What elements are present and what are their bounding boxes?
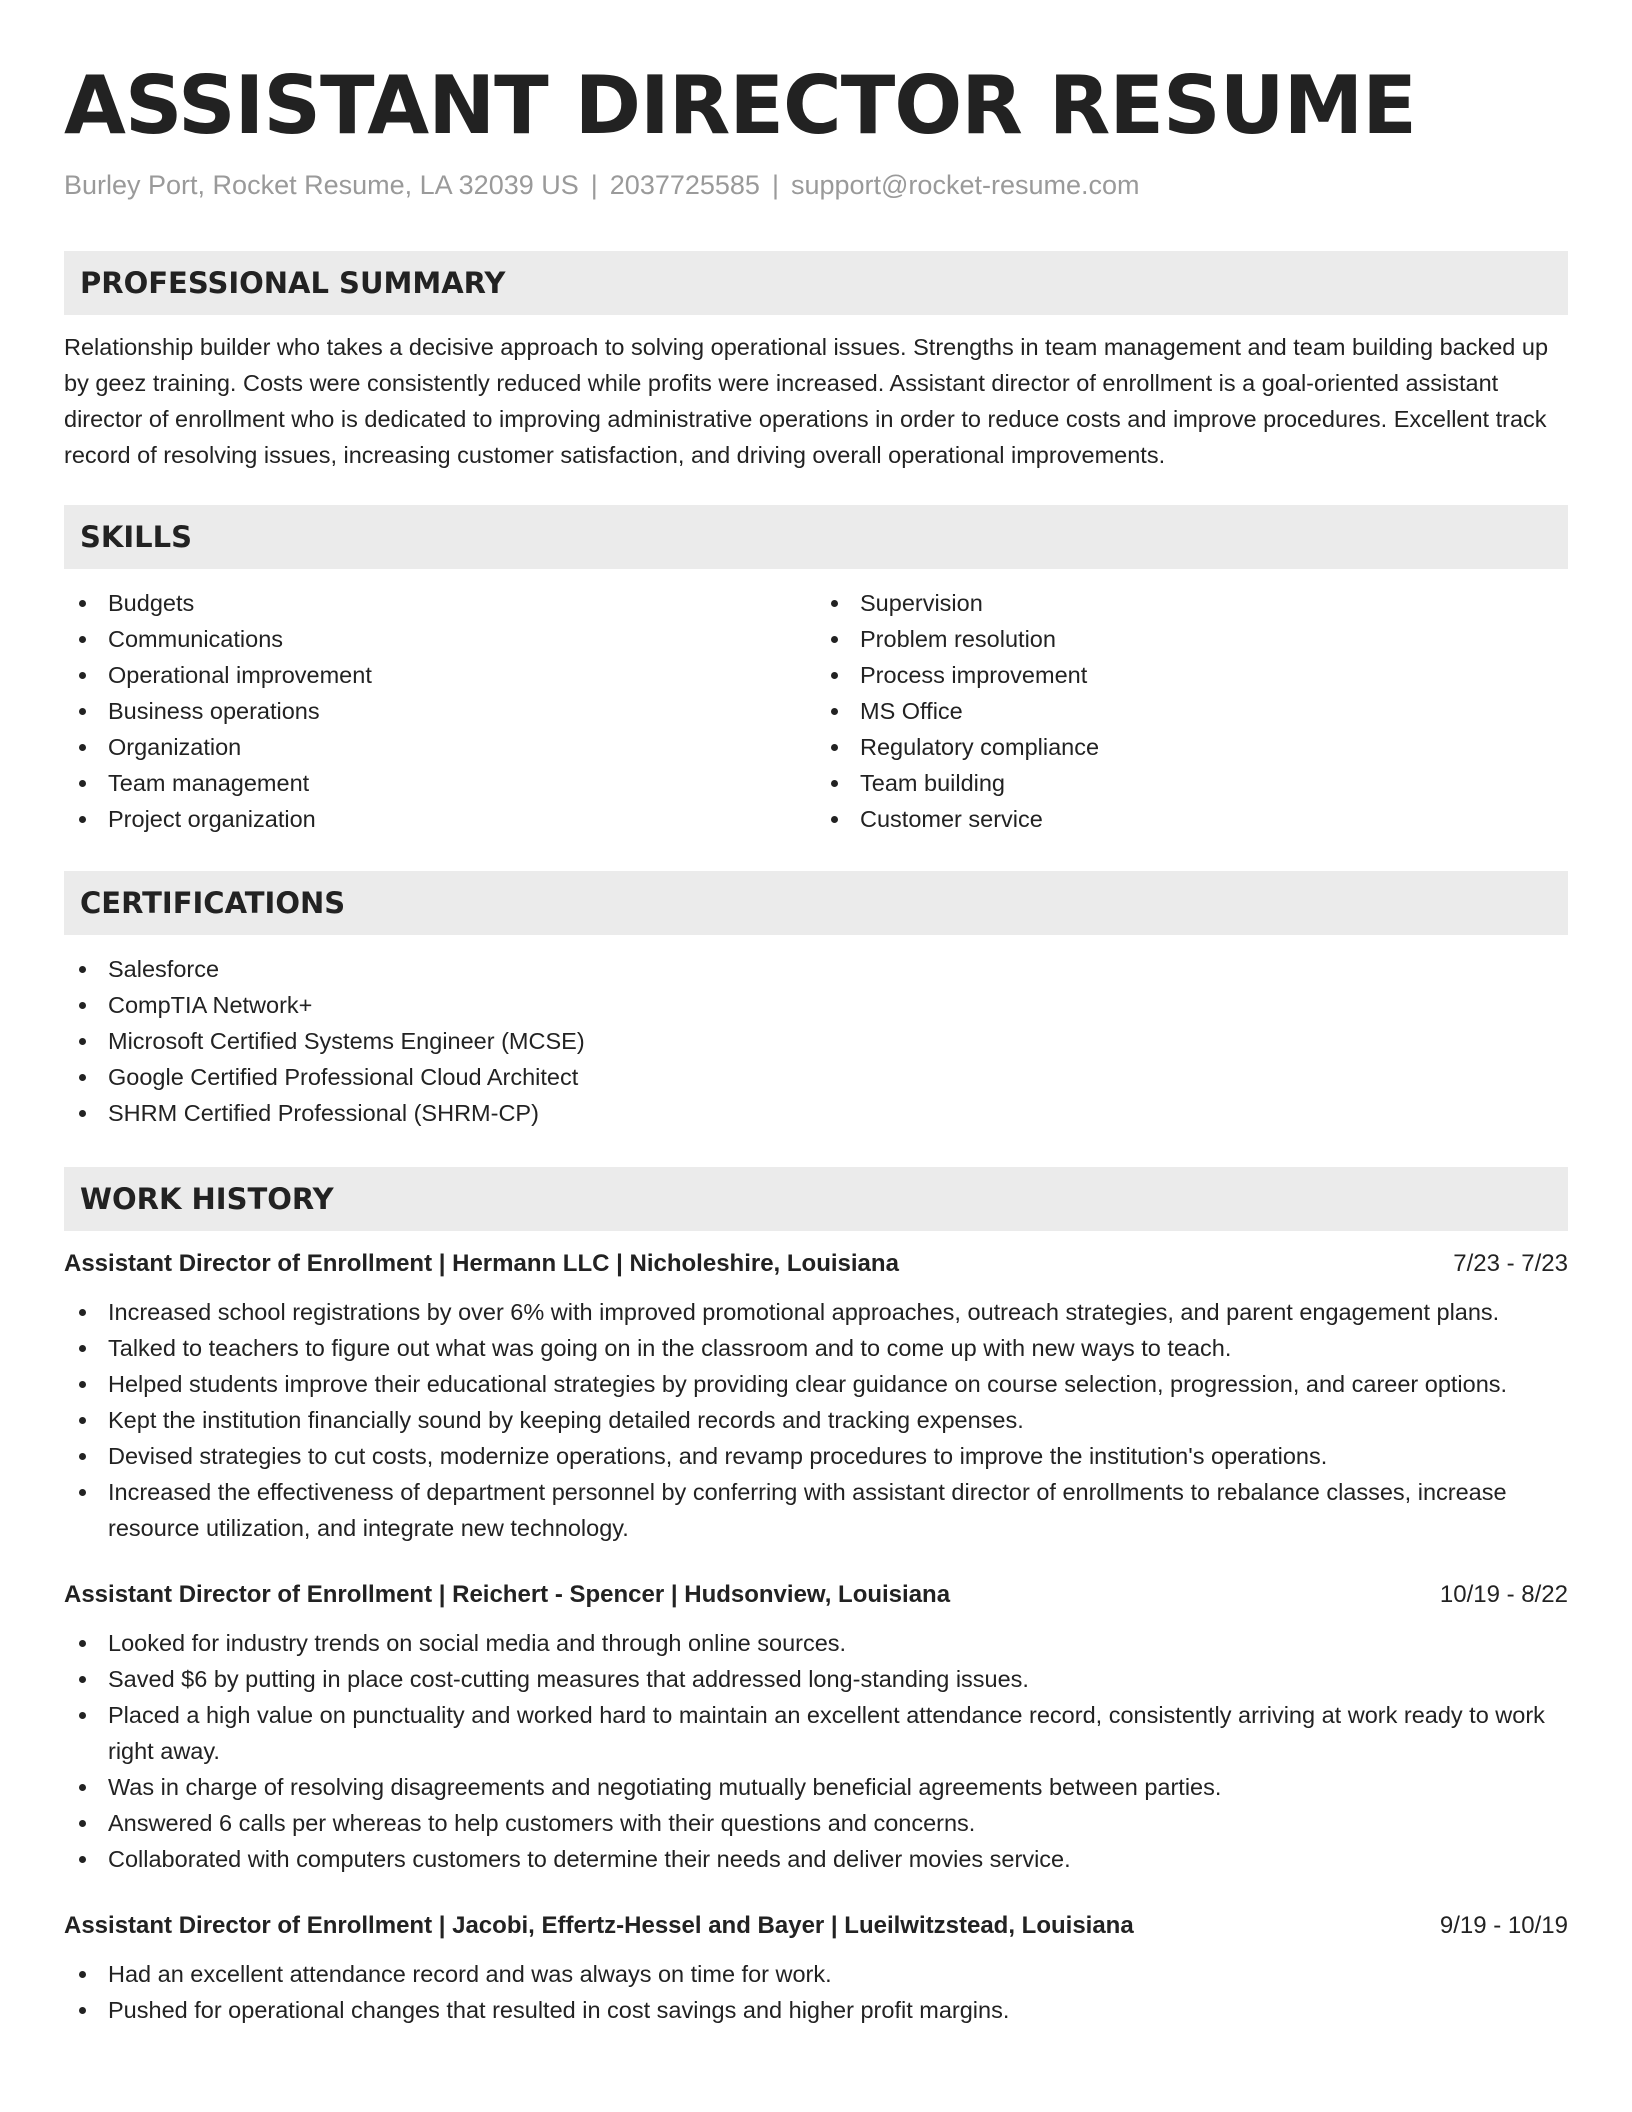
job-title: Assistant Director of Enrollment | Hermann LLC | Nicholeshire, Louisiana — [64, 1250, 899, 1277]
contact-email: support@rocket-resume.com — [790, 170, 1140, 200]
job-header — [64, 1580, 1568, 1610]
job-bullet: Was in charge of resolving disagreements and negotiating mutually beneficial agreements between parties. — [64, 1769, 1568, 1805]
skills-right-column — [816, 585, 1568, 837]
job-bullet: Increased school registrations by over 6% with improved promotional approaches, outreach strategies, and parent engagement plans. — [64, 1294, 1568, 1330]
job-bullet: Placed a high value on punctuality and worked hard to maintain an excellent attendance record, consistently arriving at work ready to work right away. — [64, 1697, 1568, 1769]
job-bullet: Saved $6 by putting in place cost-cutting measures that addressed long-standing issues. — [64, 1661, 1568, 1697]
contact-address: Burley Port, Rocket Resume, LA 32039 US — [64, 170, 579, 200]
job-entry — [64, 1911, 1568, 2028]
job-bullet: Had an excellent attendance record and was always on time for work. — [64, 1956, 1568, 1992]
skill-item: Problem resolution — [816, 621, 1568, 657]
skill-item: Organization — [64, 729, 816, 765]
skill-item: Customer service — [816, 801, 1568, 837]
skill-item: Project organization — [64, 801, 816, 837]
skill-item: Budgets — [64, 585, 816, 621]
job-title: Assistant Director of Enrollment | Reichert - Spencer | Hudsonview, Louisiana — [64, 1581, 951, 1608]
certification-item: Google Certified Professional Cloud Architect — [64, 1059, 1568, 1095]
skill-item: Team management — [64, 765, 816, 801]
skill-item: Team building — [816, 765, 1568, 801]
certification-item: Salesforce — [64, 951, 1568, 987]
skills-heading: SKILLS — [64, 505, 1568, 569]
contact-separator: | — [590, 170, 598, 200]
certification-item: SHRM Certified Professional (SHRM-CP) — [64, 1095, 1568, 1131]
job-header — [64, 1911, 1568, 1941]
job-dates: 7/23 - 7/23 — [1453, 1250, 1568, 1277]
job-bullet: Pushed for operational changes that resulted in cost savings and higher profit margins. — [64, 1992, 1568, 2028]
job-entry — [64, 1249, 1568, 1546]
skill-item: Business operations — [64, 693, 816, 729]
job-dates: 9/19 - 10/19 — [1439, 1912, 1568, 1939]
job-bullet: Answered 6 calls per whereas to help customers with their questions and concerns. — [64, 1805, 1568, 1841]
certification-item: CompTIA Network+ — [64, 987, 1568, 1023]
summary-text: Relationship builder who takes a decisive approach to solving operational issues. Strengths in team management and team building backed up by geez training. Costs were consistently reduced while profits were increased. Assistant director of enrollment is a goal-oriented assistant director of enrollment who is dedicated to improving administrative operations in order to reduce costs and improve procedures. Excellent track record of resolving issues, increasing customer satisfaction, and driving overall operational improvements. — [64, 334, 1549, 468]
job-header — [64, 1249, 1568, 1279]
job-bullet: Kept the institution financially sound by keeping detailed records and tracking expenses. — [64, 1402, 1568, 1438]
job-bullets — [64, 1625, 1568, 1877]
skill-item: Communications — [64, 621, 816, 657]
job-bullet: Looked for industry trends on social media and through online sources. — [64, 1625, 1568, 1661]
job-bullets — [64, 1294, 1568, 1546]
certification-item: Microsoft Certified Systems Engineer (MCSE) — [64, 1023, 1568, 1059]
job-bullet: Talked to teachers to figure out what was going on in the classroom and to come up with new ways to teach. — [64, 1330, 1568, 1366]
skills-columns — [64, 585, 1568, 837]
job-bullet: Increased the effectiveness of department personnel by conferring with assistant director of enrollments to rebalance classes, increase resource utilization, and integrate new technology. — [64, 1474, 1568, 1546]
summary-heading: PROFESSIONAL SUMMARY — [64, 251, 1568, 315]
certifications-heading: CERTIFICATIONS — [64, 871, 1568, 935]
skills-left-column — [64, 585, 816, 837]
certifications-list — [64, 951, 1568, 1131]
contact-separator: | — [771, 170, 779, 200]
job-bullet: Collaborated with computers customers to determine their needs and deliver movies service. — [64, 1841, 1568, 1877]
skill-item: Supervision — [816, 585, 1568, 621]
job-dates: 10/19 - 8/22 — [1439, 1581, 1568, 1608]
job-bullet: Helped students improve their educational strategies by providing clear guidance on course selection, progression, and career options. — [64, 1366, 1568, 1402]
skill-item: MS Office — [816, 693, 1568, 729]
job-bullets — [64, 1956, 1568, 2028]
contact-phone: 2037725585 — [609, 170, 760, 200]
resume-title: ASSISTANT DIRECTOR RESUME — [64, 59, 1416, 152]
skill-item: Operational improvement — [64, 657, 816, 693]
work-history-heading: WORK HISTORY — [64, 1167, 1568, 1231]
contact-line — [64, 172, 1568, 199]
job-bullet: Devised strategies to cut costs, modernize operations, and revamp procedures to improve the institution's operations. — [64, 1438, 1568, 1474]
skill-item: Process improvement — [816, 657, 1568, 693]
job-entry — [64, 1580, 1568, 1877]
job-title: Assistant Director of Enrollment | Jacobi, Effertz-Hessel and Bayer | Lueilwitzstead, Louisiana — [64, 1912, 1134, 1939]
skill-item: Regulatory compliance — [816, 729, 1568, 765]
